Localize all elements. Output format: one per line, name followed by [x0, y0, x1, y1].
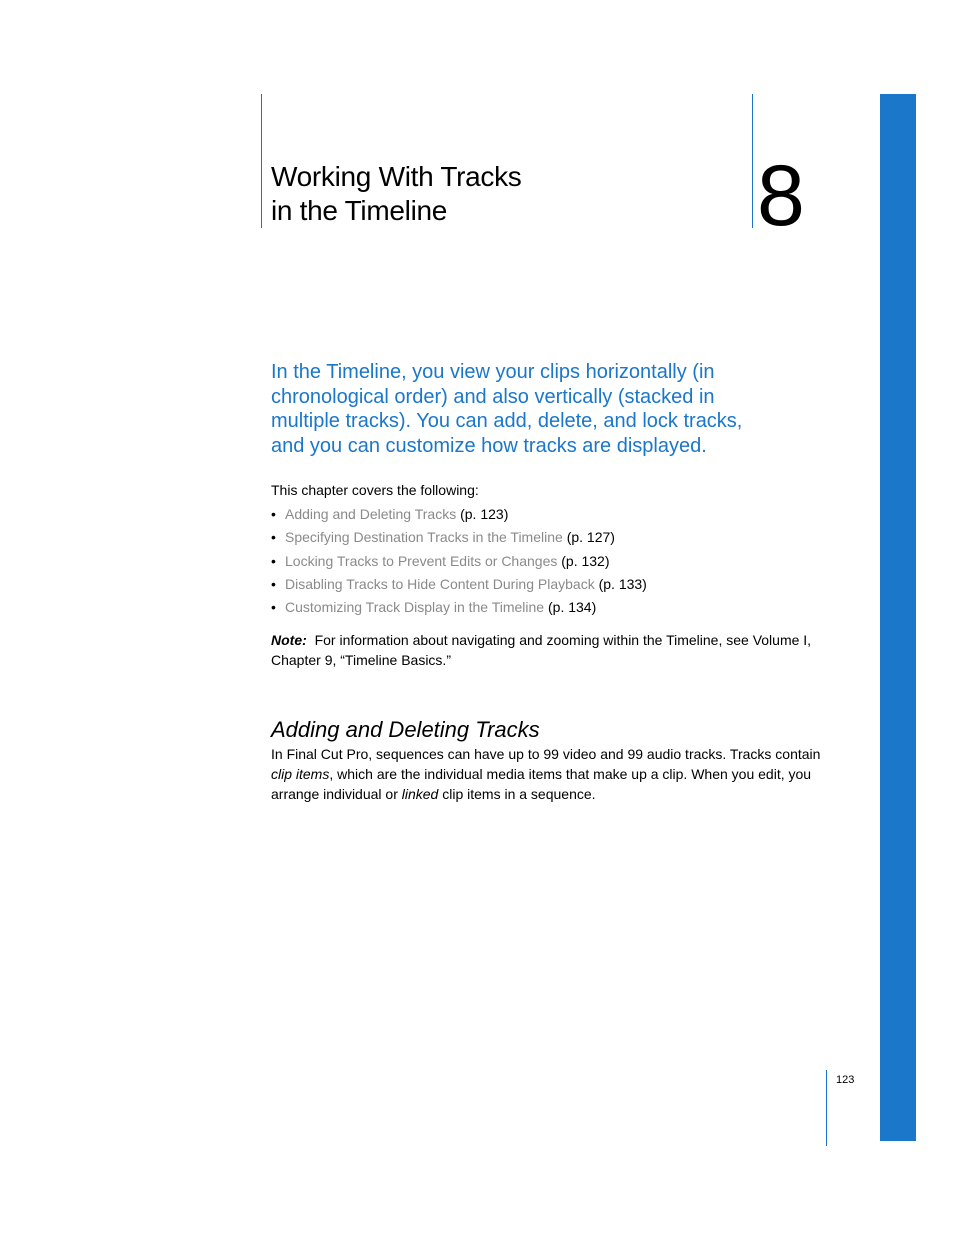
chapter-topic-list [271, 503, 647, 619]
chapter-covers-lead: This chapter covers the following: [271, 482, 479, 498]
note-text: For information about navigating and zooming within the Timeline, see Volume I, Chapter 9, “Timeline Basics.” [271, 632, 812, 668]
topic-link-locking-tracks[interactable]: Locking Tracks to Prevent Edits or Changes [285, 552, 558, 569]
topic-list-item [271, 550, 647, 573]
chapter-title-rule [261, 94, 262, 228]
note-paragraph [271, 630, 831, 670]
bullet-icon: • [271, 575, 276, 592]
term-linked: linked [401, 786, 439, 802]
bullet-icon: • [271, 599, 276, 616]
topic-page-ref: (p. 132) [561, 552, 610, 569]
term-clip-items: clip items [271, 766, 330, 782]
topic-link-disabling-tracks[interactable]: Disabling Tracks to Hide Content During Playback [285, 575, 595, 592]
topic-link-adding-deleting-tracks[interactable]: Adding and Deleting Tracks [285, 506, 457, 522]
topic-list-item [271, 573, 647, 596]
page-number-rule [826, 1070, 827, 1146]
topic-page-ref: (p. 127) [566, 529, 615, 546]
topic-link-customizing-track-display[interactable]: Customizing Track Display in the Timeline [285, 599, 545, 616]
section-heading: Adding and Deleting Tracks [271, 717, 540, 742]
bullet-icon: • [271, 552, 276, 569]
chapter-title-line-2: in the Timeline [271, 195, 448, 226]
section-body-text-1: In Final Cut Pro, sequences can have up to 99 video and 99 audio tracks. Tracks contain [271, 746, 821, 762]
chapter-title-line-1: Working With Tracks [271, 161, 522, 192]
topic-list-item [271, 526, 647, 549]
chapter-number: 8 [757, 148, 805, 244]
section-body-paragraph [271, 744, 831, 804]
bullet-icon: • [271, 506, 276, 522]
chapter-intro: In the Timeline, you view your clips horizontally (in chronological order) and also vertically (stacked in multiple tracks). You can add, delete, and lock tracks, and you can customize how tracks are displayed. [271, 361, 743, 458]
topic-list-item [271, 596, 647, 619]
chapter-side-tab [880, 94, 916, 1141]
bullet-icon: • [271, 529, 276, 546]
page-number: 123 [836, 1074, 855, 1086]
section-body-text-2: , which are the individual media items that make up a clip. When you edit, you arrange individual or [271, 766, 812, 802]
topic-page-ref: (p. 123) [460, 506, 509, 522]
note-label: Note: [271, 632, 307, 648]
topic-link-destination-tracks[interactable]: Specifying Destination Tracks in the Timeline [285, 529, 563, 546]
chapter-number-rule [752, 94, 753, 228]
topic-page-ref: (p. 134) [548, 599, 597, 616]
section-body-text-3: clip items in a sequence. [438, 786, 596, 802]
chapter-title [271, 160, 731, 228]
topic-page-ref: (p. 133) [598, 575, 647, 592]
topic-list-item [271, 503, 647, 526]
